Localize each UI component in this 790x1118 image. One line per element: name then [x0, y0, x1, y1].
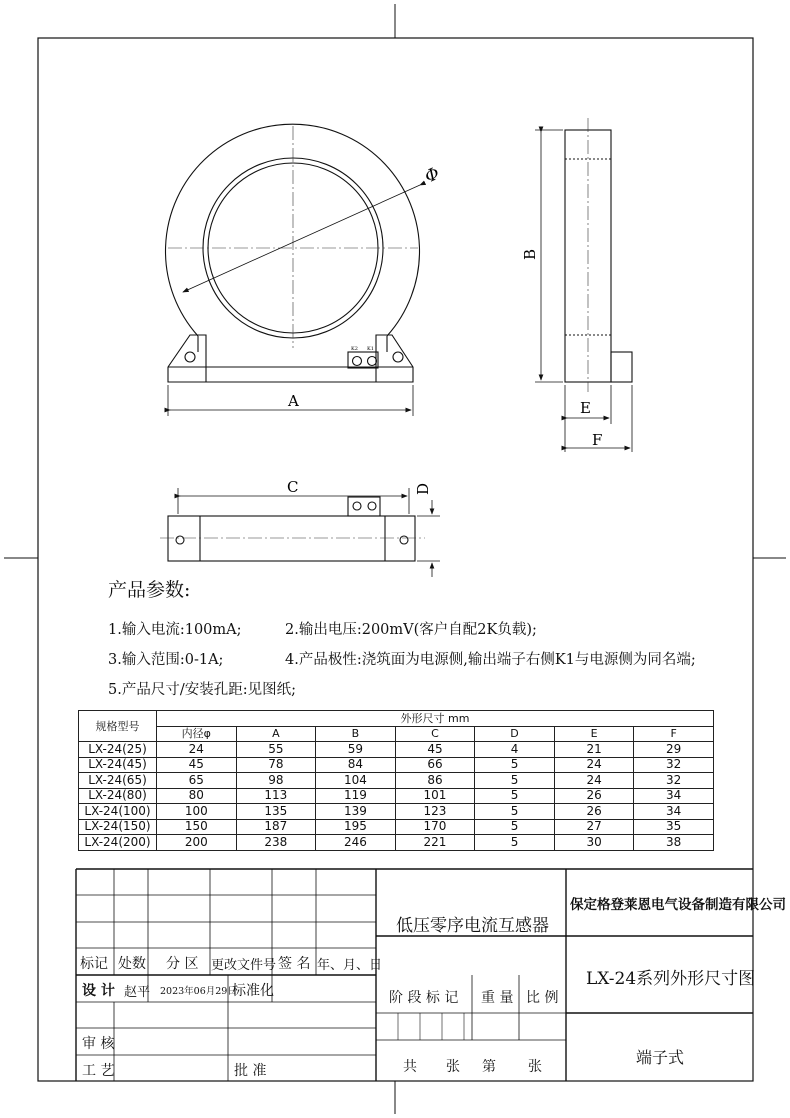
process-label: 工 艺: [82, 1063, 115, 1079]
param-dimensions: 5.产品尺寸/安装孔距:见图纸;: [108, 682, 296, 698]
weight-label: 重 量: [481, 990, 514, 1006]
model-cell: LX-24(200): [79, 835, 157, 851]
value-cell: 32: [634, 773, 714, 789]
value-cell: 104: [316, 773, 396, 789]
model-cell: LX-24(65): [79, 773, 157, 789]
column-header: F: [634, 726, 714, 742]
value-cell: 45: [157, 757, 237, 773]
value-cell: 221: [395, 835, 475, 851]
value-cell: 78: [236, 757, 316, 773]
params-title: 产品参数:: [108, 579, 191, 601]
column-header: E: [554, 726, 634, 742]
value-cell: 187: [236, 819, 316, 835]
value-cell: 5: [475, 788, 555, 804]
value-cell: 80: [157, 788, 237, 804]
value-cell: 170: [395, 819, 475, 835]
value-cell: 45: [395, 742, 475, 758]
design-date: 2023年06月29日: [160, 986, 237, 997]
designer-name: 赵平: [124, 985, 151, 1000]
sheet-unit-label: 张: [446, 1059, 460, 1075]
dim-label-d: D: [414, 482, 432, 495]
table-row: [79, 742, 714, 758]
value-cell: 101: [395, 788, 475, 804]
table-row: [79, 773, 714, 789]
table-row: [79, 804, 714, 820]
dim-label-a: A: [288, 392, 299, 410]
value-cell: 26: [554, 804, 634, 820]
terminal-type: 端子式: [636, 1048, 685, 1067]
dim-label-f: F: [592, 431, 603, 449]
value-cell: 34: [634, 788, 714, 804]
rev-header-zone: 分 区: [166, 956, 199, 972]
value-cell: 123: [395, 804, 475, 820]
value-cell: 27: [554, 819, 634, 835]
sheet-unit-label-2: 张: [528, 1059, 542, 1075]
column-header-row: [79, 726, 714, 742]
table-row: [79, 819, 714, 835]
value-cell: 66: [395, 757, 475, 773]
rev-header-date: 年、月、日: [317, 958, 383, 973]
design-label: 设 计: [82, 983, 115, 999]
value-cell: 4: [475, 742, 555, 758]
scale-label: 比 例: [526, 990, 559, 1006]
value-cell: 84: [316, 757, 396, 773]
value-cell: 65: [157, 773, 237, 789]
value-cell: 246: [316, 835, 396, 851]
value-cell: 24: [157, 742, 237, 758]
value-cell: 26: [554, 788, 634, 804]
terminal-label-k2: K2: [351, 346, 358, 352]
value-cell: 200: [157, 835, 237, 851]
dimension-table: [78, 710, 714, 851]
dim-b: [535, 130, 563, 382]
value-cell: 55: [236, 742, 316, 758]
model-cell: LX-24(100): [79, 804, 157, 820]
table-row: [79, 757, 714, 773]
value-cell: 100: [157, 804, 237, 820]
standardize-label: 标准化: [232, 983, 274, 999]
model-cell: LX-24(25): [79, 742, 157, 758]
value-cell: 139: [316, 804, 396, 820]
param-output-voltage: 2.输出电压:200mV(客户自配2K负载);: [285, 622, 537, 638]
group-header: 外形尺寸 mm: [157, 711, 714, 727]
company-name: 保定格登莱恩电气设备制造有限公司: [570, 897, 786, 913]
dim-label-phi: Φ: [421, 163, 443, 188]
column-header: C: [395, 726, 475, 742]
sheets-total-label: 共: [403, 1059, 417, 1075]
dim-label-e: E: [580, 399, 591, 417]
dim-c-d: [178, 488, 440, 577]
value-cell: 34: [634, 804, 714, 820]
param-polarity: 4.产品极性:浇筑面为电源侧,输出端子右侧K1与电源侧为同名端;: [285, 652, 696, 668]
sheet-no-label: 第: [482, 1059, 496, 1075]
drawing-title: LX-24系列外形尺寸图: [586, 969, 756, 989]
param-input-range: 3.输入范围:0-1A;: [108, 652, 224, 668]
centering-marks: [4, 4, 786, 1114]
value-cell: 5: [475, 757, 555, 773]
front-view: [166, 124, 420, 382]
value-cell: 24: [554, 757, 634, 773]
approve-label: 批 准: [234, 1063, 267, 1079]
value-cell: 238: [236, 835, 316, 851]
value-cell: 135: [236, 804, 316, 820]
value-cell: 35: [634, 819, 714, 835]
column-header: 内径φ: [157, 726, 237, 742]
stage-label: 阶 段 标 记: [389, 990, 459, 1006]
value-cell: 5: [475, 819, 555, 835]
dim-label-b: B: [521, 248, 539, 260]
value-cell: 86: [395, 773, 475, 789]
value-cell: 119: [316, 788, 396, 804]
product-name: 低压零序电流互感器: [396, 916, 549, 936]
value-cell: 21: [554, 742, 634, 758]
column-header: D: [475, 726, 555, 742]
rev-header-doc-no: 更改文件号: [211, 958, 277, 973]
model-cell: LX-24(80): [79, 788, 157, 804]
rev-header-mark: 标记: [80, 956, 108, 972]
dim-label-c: C: [287, 478, 299, 496]
param-input-current: 1.输入电流:100mA;: [108, 622, 242, 638]
dimension-table-body: [79, 742, 714, 851]
terminal-label-k1: K1: [367, 346, 374, 352]
phi-dimension-line: [183, 185, 420, 292]
rev-header-count: 处数: [118, 956, 146, 972]
rev-header-sign: 签 名: [278, 956, 311, 972]
value-cell: 5: [475, 835, 555, 851]
top-view: [168, 497, 415, 561]
value-cell: 150: [157, 819, 237, 835]
column-header: A: [236, 726, 316, 742]
value-cell: 98: [236, 773, 316, 789]
value-cell: 38: [634, 835, 714, 851]
table-row: [79, 835, 714, 851]
value-cell: 113: [236, 788, 316, 804]
column-header: B: [316, 726, 396, 742]
value-cell: 195: [316, 819, 396, 835]
value-cell: 30: [554, 835, 634, 851]
table-row: [79, 788, 714, 804]
value-cell: 5: [475, 773, 555, 789]
value-cell: 59: [316, 742, 396, 758]
review-label: 审 核: [82, 1036, 115, 1052]
model-header: 规格型号: [79, 711, 157, 742]
value-cell: 29: [634, 742, 714, 758]
value-cell: 5: [475, 804, 555, 820]
value-cell: 24: [554, 773, 634, 789]
model-cell: LX-24(150): [79, 819, 157, 835]
side-view: [565, 130, 632, 382]
value-cell: 32: [634, 757, 714, 773]
model-cell: LX-24(45): [79, 757, 157, 773]
